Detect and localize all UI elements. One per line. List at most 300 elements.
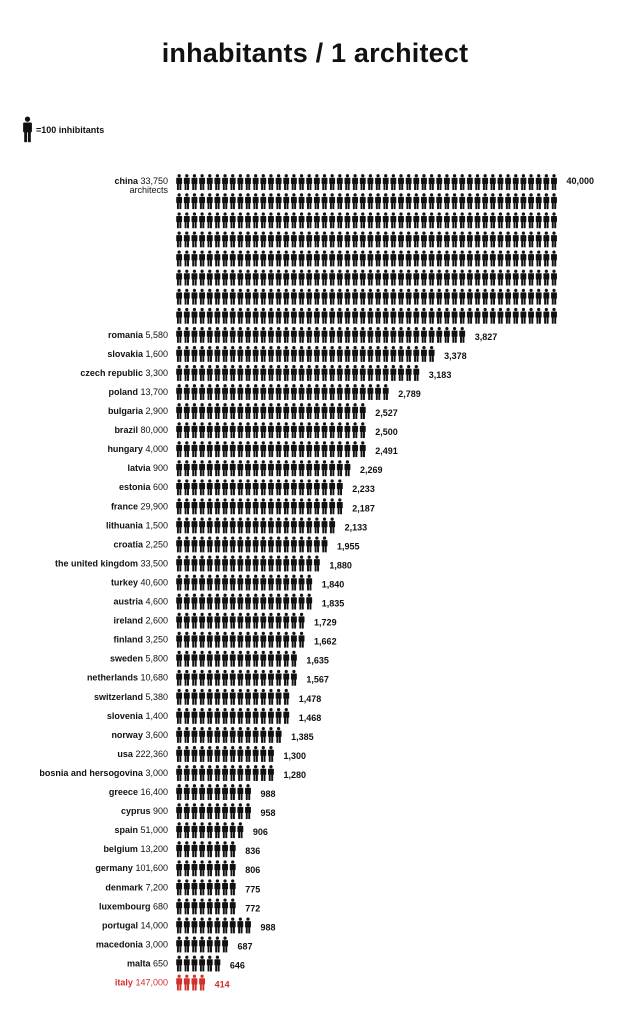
architect-count: 1,400 bbox=[145, 710, 168, 721]
person-icon bbox=[291, 479, 297, 495]
person-icon bbox=[283, 517, 289, 533]
country-label bbox=[111, 501, 168, 511]
person-icon bbox=[192, 308, 198, 324]
person-icon bbox=[337, 441, 343, 457]
person-icon bbox=[551, 270, 557, 286]
person-icon bbox=[314, 365, 320, 381]
person-icon bbox=[214, 479, 220, 495]
person-icon bbox=[230, 537, 236, 553]
person-icon bbox=[207, 784, 213, 800]
architect-count: 80,000 bbox=[140, 425, 168, 436]
person-icon bbox=[337, 289, 343, 305]
person-icon bbox=[176, 746, 182, 762]
person-icon bbox=[184, 289, 190, 305]
person-icon bbox=[268, 270, 274, 286]
person-icon bbox=[268, 613, 274, 629]
person-icon bbox=[360, 346, 366, 362]
person-icon bbox=[268, 537, 274, 553]
architect-count: 2,600 bbox=[145, 615, 168, 626]
person-icon bbox=[268, 765, 274, 781]
person-icon bbox=[306, 251, 312, 267]
person-icon bbox=[322, 498, 328, 514]
person-icon bbox=[245, 441, 251, 457]
person-icon bbox=[237, 784, 243, 800]
person-icon bbox=[230, 251, 236, 267]
person-icon bbox=[528, 270, 534, 286]
person-icon bbox=[237, 403, 243, 419]
person-icon bbox=[322, 403, 328, 419]
person-icon bbox=[207, 537, 213, 553]
person-icon bbox=[222, 174, 228, 190]
person-icon bbox=[245, 784, 251, 800]
person-icon bbox=[367, 308, 373, 324]
person-icon bbox=[276, 460, 282, 476]
person-icon bbox=[383, 174, 389, 190]
country-name: the united kingdom bbox=[54, 558, 138, 569]
person-icon bbox=[222, 308, 228, 324]
person-icon bbox=[176, 879, 182, 895]
person-icon bbox=[375, 365, 381, 381]
person-icon bbox=[505, 193, 511, 209]
person-icon bbox=[253, 403, 259, 419]
person-icon bbox=[329, 308, 335, 324]
person-icon bbox=[459, 174, 465, 190]
person-icon bbox=[322, 174, 328, 190]
person-icon bbox=[207, 879, 213, 895]
country-label bbox=[113, 539, 168, 549]
person-icon bbox=[520, 289, 526, 305]
architect-count: 222,360 bbox=[135, 748, 168, 759]
person-icon bbox=[214, 727, 220, 743]
person-icon bbox=[176, 498, 182, 514]
person-icon bbox=[268, 422, 274, 438]
person-icon bbox=[268, 651, 274, 667]
person-icon bbox=[192, 708, 198, 724]
person-icon bbox=[253, 384, 259, 400]
person-icon bbox=[345, 212, 351, 228]
person-icon bbox=[207, 498, 213, 514]
person-icon bbox=[184, 174, 190, 190]
person-icon bbox=[222, 384, 228, 400]
person-icon bbox=[383, 346, 389, 362]
person-icon bbox=[230, 898, 236, 914]
person-icon bbox=[184, 212, 190, 228]
person-icon bbox=[398, 174, 404, 190]
person-icon bbox=[306, 479, 312, 495]
person-icon bbox=[222, 193, 228, 209]
person-icon bbox=[184, 575, 190, 591]
person-icon bbox=[406, 193, 412, 209]
person-icon bbox=[482, 231, 488, 247]
person-icon bbox=[199, 346, 205, 362]
person-icon bbox=[184, 231, 190, 247]
person-icon bbox=[536, 174, 542, 190]
person-icon bbox=[475, 212, 481, 228]
person-icon bbox=[176, 937, 182, 953]
value-label: 806 bbox=[245, 865, 261, 876]
person-icon bbox=[222, 879, 228, 895]
person-icon bbox=[306, 384, 312, 400]
person-icon bbox=[222, 365, 228, 381]
country-label bbox=[106, 520, 168, 530]
country-name: estonia bbox=[118, 482, 151, 493]
person-icon bbox=[329, 251, 335, 267]
person-icon bbox=[390, 289, 396, 305]
person-icon bbox=[513, 251, 519, 267]
country-name: norway bbox=[111, 729, 143, 740]
architect-count: 3,600 bbox=[145, 729, 168, 740]
person-icon bbox=[291, 441, 297, 457]
person-icon bbox=[192, 212, 198, 228]
person-icon bbox=[253, 498, 259, 514]
person-icon bbox=[345, 327, 351, 343]
person-icon bbox=[192, 841, 198, 857]
person-icon bbox=[176, 575, 182, 591]
person-icon bbox=[199, 270, 205, 286]
person-icon bbox=[207, 803, 213, 819]
person-icon bbox=[207, 384, 213, 400]
country-name: portugal bbox=[101, 920, 138, 931]
person-icon bbox=[176, 613, 182, 629]
person-icon bbox=[222, 327, 228, 343]
person-icon bbox=[283, 327, 289, 343]
person-icon bbox=[192, 975, 198, 991]
person-icon bbox=[268, 346, 274, 362]
person-icon bbox=[253, 174, 259, 190]
person-icon bbox=[283, 251, 289, 267]
country-name: romania bbox=[107, 329, 143, 340]
person-icon bbox=[283, 670, 289, 686]
person-icon bbox=[360, 441, 366, 457]
person-icon bbox=[260, 174, 266, 190]
person-icon bbox=[207, 270, 213, 286]
person-icon bbox=[260, 212, 266, 228]
person-icon bbox=[245, 803, 251, 819]
person-icon bbox=[199, 670, 205, 686]
person-icon bbox=[322, 517, 328, 533]
person-icon bbox=[245, 289, 251, 305]
person-icon bbox=[543, 289, 549, 305]
person-icon bbox=[253, 346, 259, 362]
person-icon bbox=[253, 670, 259, 686]
person-icon bbox=[398, 270, 404, 286]
person-icon bbox=[467, 212, 473, 228]
person-icon bbox=[276, 422, 282, 438]
person-icon bbox=[291, 212, 297, 228]
person-icon bbox=[299, 212, 305, 228]
person-icon bbox=[245, 613, 251, 629]
person-icon bbox=[276, 498, 282, 514]
value-label: 988 bbox=[260, 922, 276, 933]
person-icon bbox=[421, 346, 427, 362]
person-icon bbox=[230, 784, 236, 800]
architect-count: 10,680 bbox=[140, 672, 168, 683]
person-icon bbox=[322, 460, 328, 476]
person-icon bbox=[245, 327, 251, 343]
person-icon bbox=[551, 231, 557, 247]
person-icon bbox=[291, 231, 297, 247]
person-icon bbox=[176, 841, 182, 857]
person-icon bbox=[429, 174, 435, 190]
country-label bbox=[39, 768, 168, 778]
person-icon bbox=[268, 670, 274, 686]
country-label bbox=[127, 463, 168, 473]
person-icon bbox=[214, 251, 220, 267]
person-icon bbox=[299, 231, 305, 247]
person-icon bbox=[467, 289, 473, 305]
person-icon bbox=[222, 898, 228, 914]
person-icon bbox=[176, 193, 182, 209]
person-icon bbox=[337, 308, 343, 324]
person-icon bbox=[199, 918, 205, 934]
person-icon bbox=[345, 422, 351, 438]
person-icon bbox=[551, 289, 557, 305]
person-icon bbox=[291, 327, 297, 343]
person-icon bbox=[260, 746, 266, 762]
person-icon bbox=[475, 193, 481, 209]
person-icon bbox=[291, 517, 297, 533]
person-icon bbox=[398, 346, 404, 362]
person-icon bbox=[176, 212, 182, 228]
person-icon bbox=[260, 517, 266, 533]
person-icon bbox=[184, 441, 190, 457]
person-icon bbox=[283, 422, 289, 438]
person-icon bbox=[192, 689, 198, 705]
person-icon bbox=[276, 575, 282, 591]
person-icon bbox=[230, 212, 236, 228]
person-icon bbox=[268, 517, 274, 533]
person-icon bbox=[245, 270, 251, 286]
person-icon bbox=[475, 308, 481, 324]
person-icon bbox=[345, 174, 351, 190]
person-icon bbox=[276, 365, 282, 381]
person-icon bbox=[406, 231, 412, 247]
person-icon bbox=[237, 498, 243, 514]
person-icon bbox=[367, 174, 373, 190]
person-icon bbox=[207, 937, 213, 953]
person-icon bbox=[283, 174, 289, 190]
country-label bbox=[99, 901, 168, 911]
person-icon bbox=[528, 251, 534, 267]
person-icon bbox=[230, 365, 236, 381]
person-icon bbox=[345, 231, 351, 247]
person-icon bbox=[452, 174, 458, 190]
person-icon bbox=[536, 270, 542, 286]
value-label: 1,955 bbox=[337, 541, 360, 552]
person-icon bbox=[253, 765, 259, 781]
person-icon bbox=[176, 556, 182, 572]
person-icon bbox=[253, 613, 259, 629]
person-icon bbox=[299, 498, 305, 514]
person-icon bbox=[291, 365, 297, 381]
person-icon bbox=[360, 365, 366, 381]
person-icon bbox=[306, 537, 312, 553]
person-icon bbox=[245, 594, 251, 610]
person-icon bbox=[230, 517, 236, 533]
person-icon bbox=[237, 803, 243, 819]
person-icon bbox=[237, 251, 243, 267]
person-icon bbox=[214, 860, 220, 876]
person-icon bbox=[291, 613, 297, 629]
person-icon bbox=[299, 594, 305, 610]
person-icon bbox=[222, 841, 228, 857]
person-icon bbox=[184, 918, 190, 934]
person-icon bbox=[260, 670, 266, 686]
person-icon bbox=[360, 327, 366, 343]
person-icon bbox=[459, 270, 465, 286]
person-icon bbox=[299, 632, 305, 648]
person-icon bbox=[207, 746, 213, 762]
person-icon bbox=[184, 689, 190, 705]
person-icon bbox=[184, 384, 190, 400]
person-icon bbox=[345, 251, 351, 267]
person-icon bbox=[230, 460, 236, 476]
person-icon bbox=[268, 384, 274, 400]
person-icon bbox=[253, 365, 259, 381]
person-icon bbox=[490, 289, 496, 305]
country-label bbox=[109, 787, 168, 797]
person-icon bbox=[230, 708, 236, 724]
person-icon bbox=[543, 193, 549, 209]
person-icon bbox=[276, 670, 282, 686]
person-icon bbox=[291, 174, 297, 190]
person-icon bbox=[199, 231, 205, 247]
value-label: 40,000 bbox=[566, 176, 595, 186]
person-icon bbox=[452, 251, 458, 267]
person-icon bbox=[214, 879, 220, 895]
person-icon bbox=[184, 403, 190, 419]
person-icon bbox=[314, 460, 320, 476]
person-icon bbox=[299, 613, 305, 629]
person-icon bbox=[299, 193, 305, 209]
country-label bbox=[119, 482, 168, 492]
person-icon bbox=[444, 174, 450, 190]
architect-count: 13,700 bbox=[140, 386, 168, 397]
person-icon bbox=[214, 537, 220, 553]
person-icon bbox=[283, 537, 289, 553]
person-icon bbox=[237, 231, 243, 247]
person-icon bbox=[528, 289, 534, 305]
person-icon bbox=[230, 822, 236, 838]
person-icon bbox=[482, 174, 488, 190]
person-icon bbox=[467, 308, 473, 324]
value-label: 1,280 bbox=[283, 769, 306, 780]
person-icon bbox=[505, 174, 511, 190]
person-icon bbox=[230, 270, 236, 286]
person-icon bbox=[176, 708, 182, 724]
architect-count: 4,600 bbox=[145, 596, 168, 607]
person-icon bbox=[214, 746, 220, 762]
person-icon bbox=[260, 346, 266, 362]
person-icon bbox=[276, 327, 282, 343]
person-icon bbox=[237, 365, 243, 381]
person-icon bbox=[253, 289, 259, 305]
person-icon bbox=[536, 193, 542, 209]
person-icon bbox=[192, 498, 198, 514]
person-icon bbox=[551, 174, 557, 190]
person-icon bbox=[237, 289, 243, 305]
person-icon bbox=[345, 403, 351, 419]
person-icon bbox=[184, 746, 190, 762]
person-icon bbox=[192, 327, 198, 343]
person-icon bbox=[192, 822, 198, 838]
person-icon bbox=[245, 460, 251, 476]
person-icon bbox=[207, 251, 213, 267]
person-icon bbox=[421, 270, 427, 286]
person-icon bbox=[406, 251, 412, 267]
person-icon bbox=[214, 918, 220, 934]
person-icon bbox=[184, 937, 190, 953]
person-icon bbox=[283, 594, 289, 610]
person-icon bbox=[360, 270, 366, 286]
person-icon bbox=[214, 517, 220, 533]
person-icon bbox=[199, 746, 205, 762]
person-icon bbox=[291, 651, 297, 667]
person-icon bbox=[192, 270, 198, 286]
person-icon bbox=[291, 422, 297, 438]
person-icon bbox=[329, 498, 335, 514]
person-icon bbox=[176, 517, 182, 533]
person-icon bbox=[207, 422, 213, 438]
value-label: 1,635 bbox=[306, 655, 329, 666]
person-icon bbox=[230, 231, 236, 247]
person-icon bbox=[245, 231, 251, 247]
person-icon bbox=[337, 174, 343, 190]
value-label: 1,300 bbox=[283, 750, 306, 761]
person-icon bbox=[390, 327, 396, 343]
person-icon bbox=[260, 403, 266, 419]
person-icon bbox=[291, 403, 297, 419]
person-icon bbox=[199, 479, 205, 495]
person-icon bbox=[176, 784, 182, 800]
person-icon bbox=[253, 556, 259, 572]
person-icon bbox=[283, 708, 289, 724]
person-icon bbox=[176, 403, 182, 419]
person-icon bbox=[452, 270, 458, 286]
person-icon bbox=[230, 727, 236, 743]
person-icon bbox=[184, 898, 190, 914]
person-icon bbox=[230, 308, 236, 324]
person-icon bbox=[192, 403, 198, 419]
person-icon bbox=[207, 689, 213, 705]
person-icon bbox=[237, 422, 243, 438]
person-icon bbox=[230, 632, 236, 648]
person-icon bbox=[413, 346, 419, 362]
person-icon bbox=[199, 956, 205, 972]
value-label: 3,183 bbox=[428, 369, 452, 380]
person-icon bbox=[429, 270, 435, 286]
architect-count: 900 bbox=[152, 806, 168, 817]
person-icon bbox=[207, 193, 213, 209]
person-icon bbox=[283, 270, 289, 286]
person-icon bbox=[306, 365, 312, 381]
value-label: 2,527 bbox=[375, 408, 398, 418]
country-label bbox=[96, 939, 168, 949]
person-icon bbox=[276, 537, 282, 553]
person-icon bbox=[184, 556, 190, 572]
value-label: 1,567 bbox=[306, 674, 329, 685]
person-icon bbox=[184, 708, 190, 724]
country-name: croatia bbox=[113, 539, 143, 550]
person-icon bbox=[199, 860, 205, 876]
person-icon bbox=[383, 384, 389, 400]
country-name: denmark bbox=[105, 882, 143, 893]
person-icon bbox=[222, 498, 228, 514]
person-icon bbox=[276, 251, 282, 267]
person-icon bbox=[475, 289, 481, 305]
person-icon bbox=[490, 212, 496, 228]
person-icon bbox=[230, 651, 236, 667]
